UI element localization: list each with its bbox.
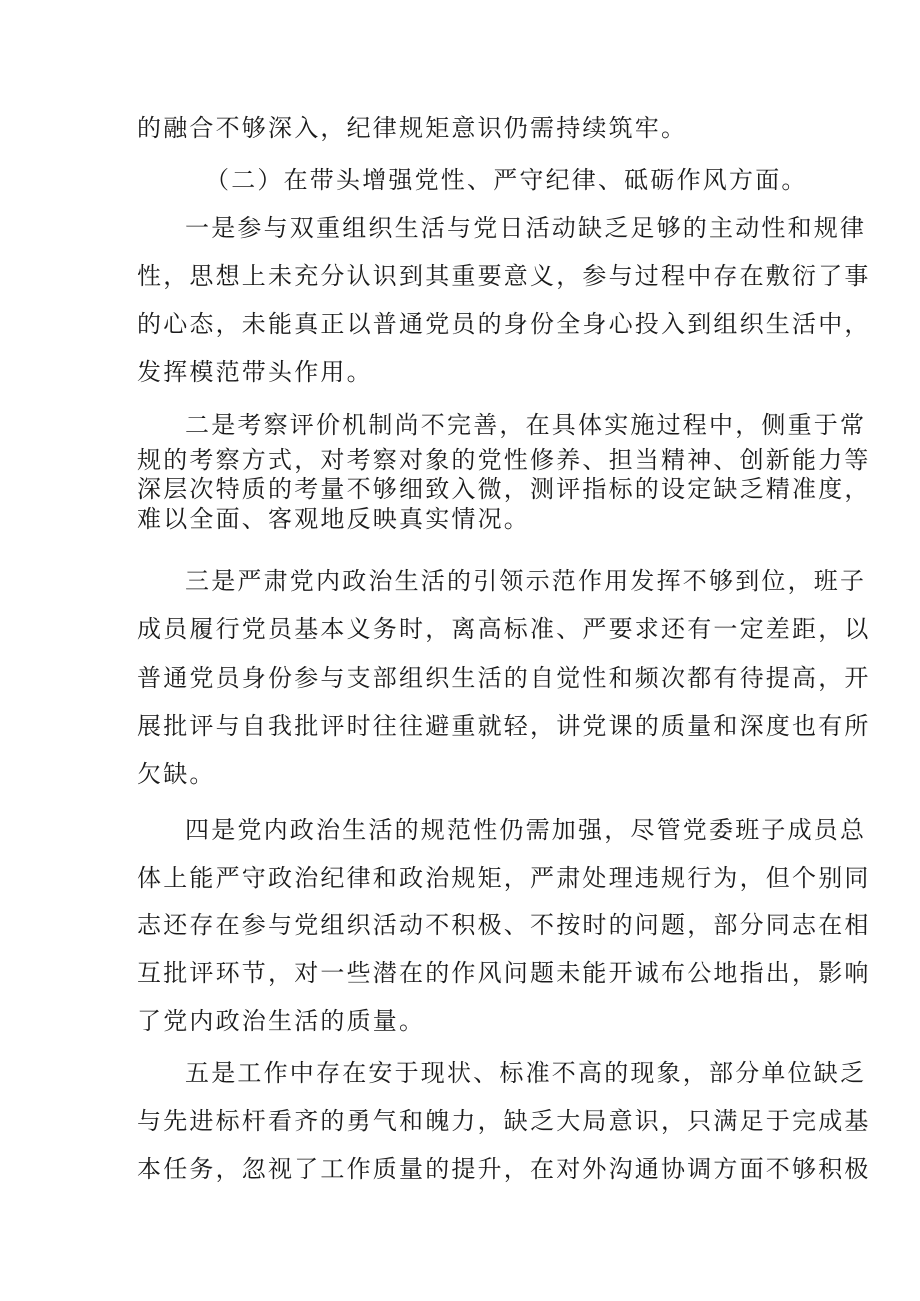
text-line: 难以全面、客观地反映真实情况。 (137, 505, 530, 533)
text-line: 五是工作中存在安于现状、标准不高的现象，部分单位缺乏 (185, 1059, 867, 1087)
text-line: 欠缺。 (137, 760, 216, 788)
text-line: 二是考察评价机制尚不完善，在具体实施过程中，侧重于常 (185, 411, 867, 439)
text-line: 性，思想上未充分认识到其重要意义，参与过程中存在敷衍了事 (137, 262, 871, 290)
text-line: 的融合不够深入，纪律规矩意识仍需持续筑牢。 (137, 114, 688, 142)
text-line: 规的考察方式，对考察对象的党性修养、担当精神、创新能力等 (137, 446, 871, 474)
text-line: 互批评环节，对一些潜在的作风问题未能开诚布公地指出，影响 (137, 959, 871, 987)
text-line: 展批评与自我批评时往往避重就轻，讲党课的质量和深度也有所 (137, 712, 871, 740)
section-heading: （二）在带头增强党性、严守纪律、砥砺作风方面。 (205, 166, 808, 194)
text-line: 体上能严守政治纪律和政治规矩，严肃处理违规行为，但个别同 (137, 864, 871, 892)
text-line: 三是严肃党内政治生活的引领示范作用发挥不够到位，班子 (185, 567, 867, 595)
text-line: 四是党内政治生活的规范性仍需加强，尽管党委班子成员总 (185, 816, 867, 844)
text-line: 一是参与双重组织生活与党日活动缺乏足够的主动性和规律 (185, 214, 867, 242)
text-line: 志还存在参与党组织活动不积极、不按时的问题，部分同志在相 (137, 911, 871, 939)
text-line: 的心态，未能真正以普通党员的身份全身心投入到组织生活中， (137, 310, 871, 338)
text-line: 了党内政治生活的质量。 (137, 1007, 426, 1035)
text-line: 与先进标杆看齐的勇气和魄力，缺乏大局意识，只满足于完成基 (137, 1107, 871, 1135)
text-line: 普通党员身份参与支部组织生活的自觉性和频次都有待提高，开 (137, 664, 871, 692)
text-line: 成员履行党员基本义务时，离高标准、严要求还有一定差距，以 (137, 615, 871, 643)
text-line: 发挥模范带头作用。 (137, 358, 373, 386)
text-line: 本任务，忽视了工作质量的提升，在对外沟通协调方面不够积极 (137, 1155, 871, 1183)
text-line: 深层次特质的考量不够细致入微，测评指标的设定缺乏精准度， (137, 475, 871, 503)
